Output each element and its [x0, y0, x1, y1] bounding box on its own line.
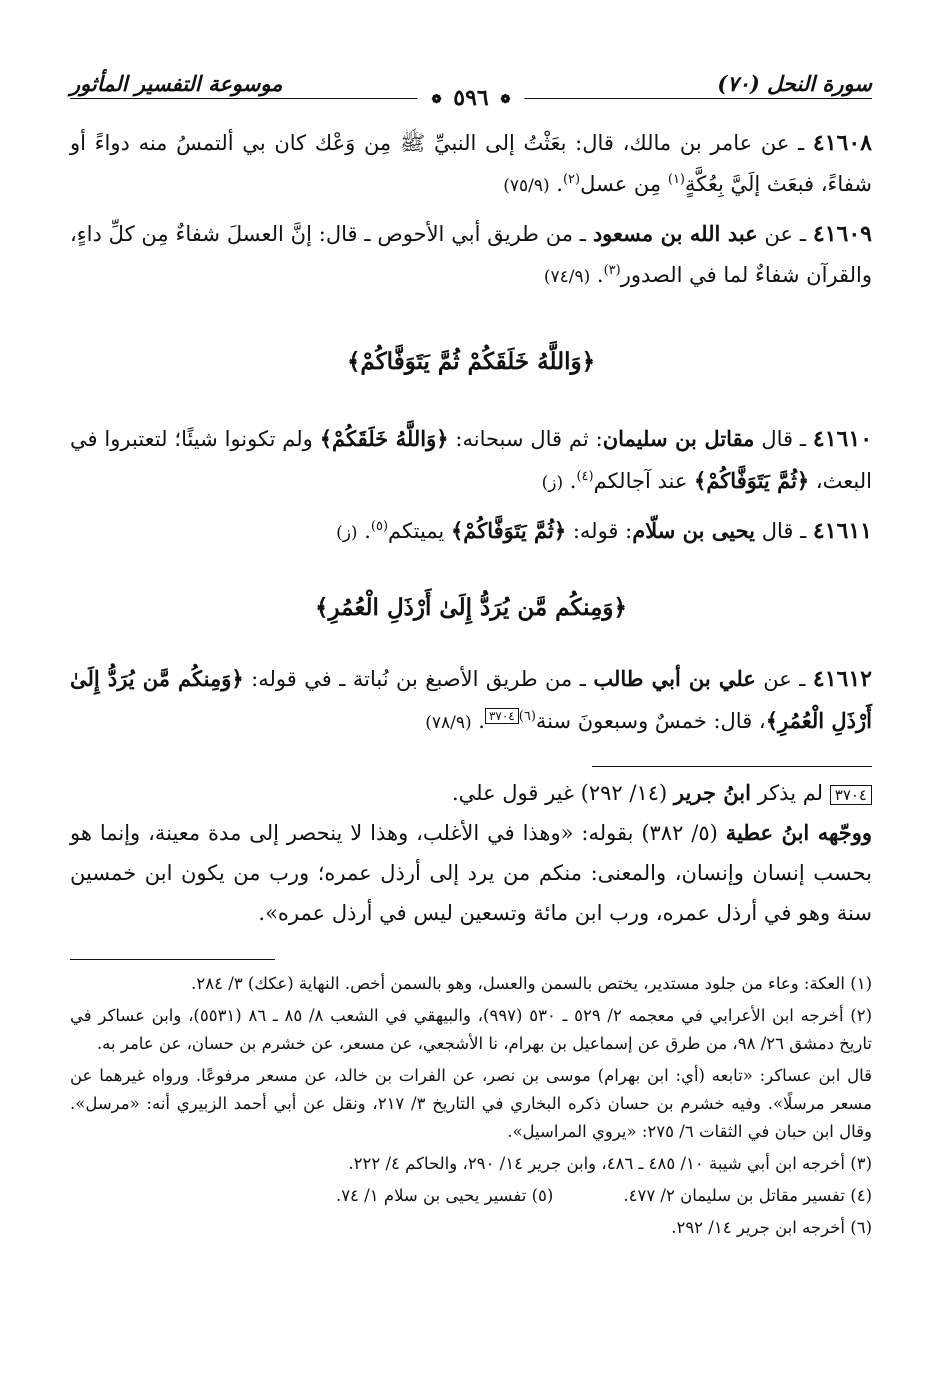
commentary-number: ٣٧٠٤ [830, 785, 872, 805]
narrator-name: عبد الله بن مسعود [592, 221, 758, 246]
narration-text: عند آجالكم [593, 469, 695, 493]
volume-reference: (ز) [541, 473, 564, 493]
narration-number: ٤١٦٠٩ [812, 221, 872, 247]
footnote-1: (١) العكة: وعاء من جلود مستدير، يختص بالسمن والعسل، وهو بالسمن أخص. النهاية (عكك) ٣/ ٢٨٤. [191, 974, 872, 993]
commentary-line [70, 773, 872, 813]
ornament-icon: ❁ [500, 92, 511, 106]
narration-text: ـ من طريق الأصبغ بن نُباتة ـ في قوله: [243, 667, 594, 691]
volume-reference: (٧٨/٩) [425, 713, 472, 733]
commentary-text: (١٤/ ٢٩٢) غير قول علي. [451, 781, 674, 805]
footnote-5: (٥) تفسير يحيى بن سلام ١/ ٧٤. [335, 1186, 554, 1205]
commentary-block [70, 773, 872, 933]
commentary-text: لم يذكر [750, 781, 830, 805]
narration-41610 [70, 418, 872, 504]
main-text [70, 123, 872, 1242]
narrator-name: يحيى بن سلّام [632, 518, 756, 543]
narration-text: . [590, 263, 604, 287]
page-number: ٥٩٦ [453, 85, 489, 111]
narration-text: . [357, 519, 371, 543]
narration-41609 [70, 213, 872, 298]
narrator-name: علي بن أبي طالب [593, 666, 756, 691]
page [70, 58, 872, 1246]
commentary-line [70, 813, 872, 933]
quran-quote: ﴿وَاللَّهُ خَلَقَكُمْ﴾ [319, 426, 449, 451]
narration-text: مِن عسل [580, 172, 668, 196]
surah-title: سورة النحل (٧٠) [717, 71, 872, 96]
narration-text: ـ عن [755, 667, 813, 691]
narration-text: ـ عن عامر بن مالك، قال: بعَثْتُ إلى النبيِّ ﷺ مِن وَعْك كان بي ألتمسُ منه دواءً أو شفاءً، فبعَث إلَيَّ بِعُكَّةٍ [70, 131, 872, 196]
narration-text: . [549, 172, 563, 196]
narration-number: ٤١٦١٠ [812, 426, 873, 452]
narration-text: : قوله: [566, 519, 633, 543]
commentary-lead: ووجّهه [809, 820, 872, 845]
verse-heading: ﴿وَاللَّهُ خَلَقَكُمْ ثُمَّ يَتَوَفَّاكُمْ﴾ [346, 348, 596, 375]
footnote-4: (٤) تفسير مقاتل بن سليمان ٢/ ٤٧٧. [623, 1186, 872, 1205]
narration-number: ٤١٦١٢ [812, 666, 872, 692]
page-number-block [418, 84, 525, 113]
footnote-6: (٦) أخرجه ابن جرير ١٤/ ٢٩٢. [671, 1218, 872, 1237]
scholar-name: ابنُ جرير [673, 780, 751, 805]
verse-heading: ﴿وَمِنكُم مَّن يُرَدُّ إِلَىٰ أَرْذَلِ الْعُمُرِ﴾ [314, 594, 628, 621]
commentary-marker: ٣٧٠٤ [485, 708, 519, 724]
narration-number: ٤١٦٠٨ [812, 130, 872, 156]
footnote-marker: (٣) [603, 263, 621, 278]
footnote-marker: (٦) [518, 709, 536, 724]
footnote-row [70, 1182, 872, 1210]
narration-number: ٤١٦١١ [812, 518, 872, 544]
quran-quote: ﴿وَمِنكُم مَّن يُرَدُّ إِلَىٰ أَرْذَلِ الْعُمُرِ﴾ [70, 666, 872, 733]
volume-reference: (٧٥/٩) [503, 176, 550, 196]
footnote-marker: (٥) [370, 519, 389, 534]
volume-reference: (ز) [336, 523, 358, 543]
narration-text: . [471, 709, 485, 733]
volume-reference: (٧٤/٩) [543, 267, 591, 287]
narrator-name: مقاتل بن سليمان [602, 426, 755, 451]
narration-text: ـ قال [754, 427, 813, 451]
footnote-marker: (٤) [576, 469, 594, 484]
footnotes-divider [70, 959, 275, 960]
footnotes [70, 970, 872, 1242]
footnote-3: (٣) أخرجه ابن أبي شيبة ١٠/ ٤٨٥ ـ ٤٨٦، وابن جرير ١٤/ ٢٩٠، والحاكم ٤/ ٢٢٢. [348, 1154, 872, 1173]
quran-quote: ﴿ثُمَّ يَتَوَفَّاكُمْ﴾ [694, 468, 810, 493]
narration-text: ولم تكونوا شيئًا؛ لتعتبروا في البعث، [70, 427, 872, 493]
narration-text: ـ قال [755, 519, 813, 543]
commentary-text: (٥/ ٣٨٢) بقوله: «وهذا في الأغلب، وهذا لا ينحصر إلى مدة معينة، وإنما هو بحسب إنسان وإنسان، والمعنى: منكم من يرد إلى أرذل عمره؛ ورب من يكون ابن خمسين سنة وهو في أرذل عمره، ورب ابن مائة وتسعين ليس في أرذل عمره». [70, 821, 872, 925]
footnote-marker: (١) [667, 172, 685, 187]
footnote-marker: (٢) [562, 172, 581, 187]
ornament-icon: ❁ [431, 92, 442, 106]
narration-text: . [563, 469, 577, 493]
narration-text: يميتكم [388, 519, 451, 543]
narration-text: : ثم قال سبحانه: [448, 427, 603, 451]
footnote-2: (٢) أخرجه ابن الأعرابي في معجمه ٢/ ٥٢٩ ـ ٥٣٠ (٩٩٧)، والبيهقي في الشعب ٨/ ٨٥ ـ ٨٦ (٥٥٣١)، وابن عساكر في تاريخ دمشق ٢٦/ ٩٨، من طرق عن إسماعيل بن بهرام، نا الأشجعي، عن مسعر، عن خشرم بن حسان، عن عامر به. [70, 1006, 873, 1053]
narration-41611 [70, 510, 872, 554]
narration-text: ـ من طريق أبي الأحوص ـ قال: إنَّ العسلَ شفاءٌ مِن كلِّ داءٍ، والقرآن شفاءٌ لما في الصدور [70, 222, 872, 287]
scholar-name: ابنُ عطية [725, 820, 810, 845]
running-header [70, 58, 872, 111]
narration-41608 [70, 123, 872, 207]
footnote-2-continued: قال ابن عساكر: «تابعه (أي: ابن بهرام) موسى بن نصر، عن الفرات بن خالد، عن مسعر مرفوعًا. ورواه غيرهما عن مسعر مرسلًا». وفيه خشرم بن حسان ذكره البخاري في التاريخ ٣/ ٢١٧، ونقل عن أبي أحمد الزبيري أنه: «مرسل». وقال ابن حبان في الثقات ٦/ ٢٧٥: «يروي المراسيل». [70, 1066, 872, 1141]
book-title: موسوعة التفسير المأثور [70, 71, 283, 96]
quran-quote: ﴿ثُمَّ يَتَوَفَّاكُمْ﴾ [450, 518, 567, 543]
commentary-divider [592, 766, 872, 767]
narration-text: ـ عن [757, 222, 813, 246]
narration-text: ، قال: خمسٌ وسبعونَ سنة [535, 709, 766, 733]
narration-41612 [70, 658, 872, 744]
